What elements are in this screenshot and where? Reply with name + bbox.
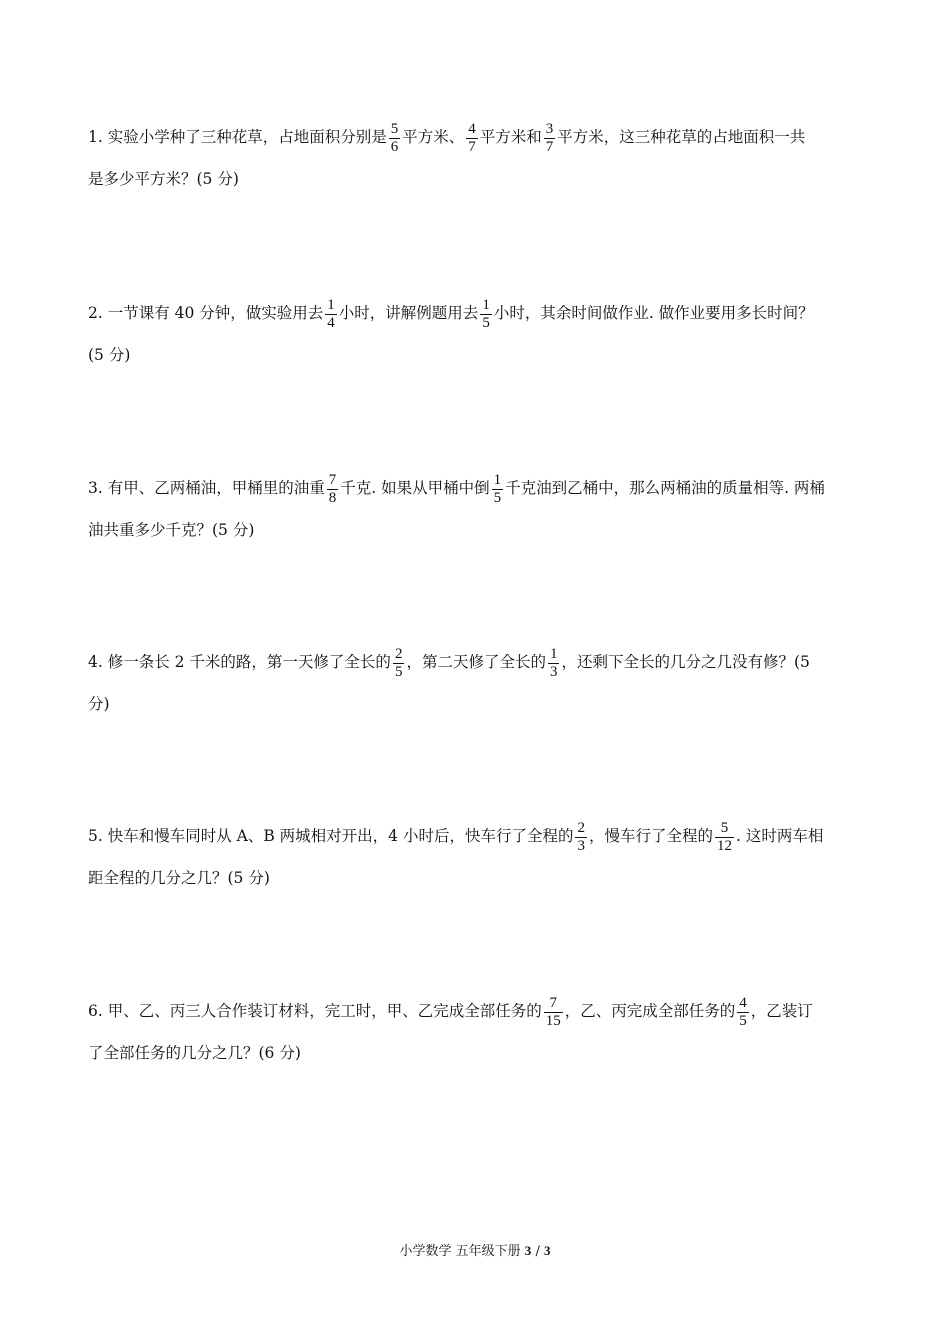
problem-3-line-1 (88, 467, 868, 509)
text-segment: ，乙、丙完成全部任务的 (564, 1002, 736, 1020)
problem-6 (88, 990, 868, 1074)
problem-5-line-2: 距全程的几分之几？(5 分) (88, 869, 270, 887)
fraction (325, 297, 337, 332)
text-segment: 千克. 如果从甲桶中倒 (340, 479, 490, 497)
fraction (544, 121, 556, 156)
page-footer (0, 1240, 950, 1259)
denominator: 3 (549, 663, 558, 680)
footer-page-number: 3 (524, 1243, 532, 1258)
numerator: 7 (544, 995, 563, 1013)
denominator: 5 (493, 489, 502, 506)
denominator: 3 (577, 837, 585, 854)
fraction (715, 820, 734, 855)
numerator: 4 (468, 120, 476, 137)
denominator: 15 (545, 1012, 561, 1029)
text-segment: . 这时两车相 (735, 827, 824, 845)
text-segment: ，还剩下全长的几分之几没有修？(5 (561, 653, 810, 671)
denominator: 12 (716, 837, 732, 854)
denominator: 5 (394, 663, 403, 680)
text-segment: 4. 修一条长 2 千米的路，第一天修了全长的 (88, 653, 391, 671)
problem-6-line-2: 了全部任务的几分之几？(6 分) (88, 1044, 301, 1062)
numerator: 2 (394, 645, 403, 662)
denominator: 7 (545, 138, 554, 155)
footer-title: 小学数学 五年级下册 (399, 1244, 521, 1259)
text-segment: ，第二天修了全长的 (406, 653, 546, 671)
text-segment: 平方米、 (402, 128, 465, 146)
denominator: 6 (390, 138, 399, 155)
problem-2 (88, 292, 868, 376)
numerator: 7 (328, 471, 337, 488)
numerator: 3 (545, 120, 554, 137)
problem-6-line-1 (88, 990, 868, 1032)
text-segment: 小时，其余时间做作业. 做作业要用多长时间？ (493, 304, 814, 322)
problem-5 (88, 815, 868, 899)
fraction (327, 472, 339, 507)
fraction (548, 646, 560, 681)
problem-1-line-2: 是多少平方米？(5 分) (88, 170, 239, 188)
denominator: 7 (468, 138, 476, 155)
problem-4-line-1 (88, 641, 868, 683)
problem-3-line-2: 油共重多少千克？(5 分) (88, 521, 255, 539)
problem-5-line-1 (88, 815, 868, 857)
numerator: 2 (577, 819, 585, 836)
text-segment: 平方米和 (479, 128, 542, 146)
footer-page-total: 3 (543, 1243, 551, 1258)
text-segment: 5. 快车和慢车同时从 A、B 两城相对开出，4 小时后，快车行了全程的 (88, 827, 574, 845)
problem-2-line-2: (5 分) (88, 346, 131, 364)
denominator: 4 (327, 314, 335, 331)
problem-2-line-1 (88, 292, 868, 334)
text-segment: 平方米，这三种花草的占地面积一共 (557, 128, 806, 146)
text-segment: 3. 有甲、乙两桶油，甲桶里的油重 (88, 479, 325, 497)
text-segment: 6. 甲、乙、丙三人合作装订材料，完工时，甲、乙完成全部任务的 (88, 1002, 542, 1020)
numerator: 1 (327, 296, 335, 313)
text-segment: ，慢车行了全程的 (588, 827, 713, 845)
fraction (737, 995, 749, 1030)
fraction (389, 121, 401, 156)
denominator: 5 (739, 1012, 747, 1029)
text-segment: ，乙装订 (750, 1002, 813, 1020)
fraction (492, 472, 504, 507)
denominator: 5 (482, 314, 490, 331)
fraction (393, 646, 405, 681)
fraction (544, 995, 563, 1030)
footer-separator: / (535, 1244, 540, 1259)
text-segment: 小时，讲解例题用去 (338, 304, 479, 322)
problem-4-line-2: 分) (88, 695, 110, 713)
problem-3 (88, 467, 868, 551)
problem-1 (88, 116, 868, 200)
numerator: 1 (482, 296, 490, 313)
numerator: 5 (715, 820, 734, 838)
fraction (480, 297, 492, 332)
fraction (575, 820, 587, 855)
denominator: 8 (328, 489, 337, 506)
numerator: 5 (390, 120, 399, 137)
text-segment: 1. 实验小学种了三种花草，占地面积分别是 (88, 128, 387, 146)
problem-1-line-1 (88, 116, 868, 158)
text-segment: 2. 一节课有 40 分钟，做实验用去 (88, 304, 324, 322)
numerator: 4 (739, 994, 747, 1011)
numerator: 1 (549, 645, 558, 662)
problem-4 (88, 641, 868, 725)
fraction (466, 121, 478, 156)
numerator: 1 (493, 471, 502, 488)
text-segment: 千克油到乙桶中，那么两桶油的质量相等. 两桶 (505, 479, 825, 497)
